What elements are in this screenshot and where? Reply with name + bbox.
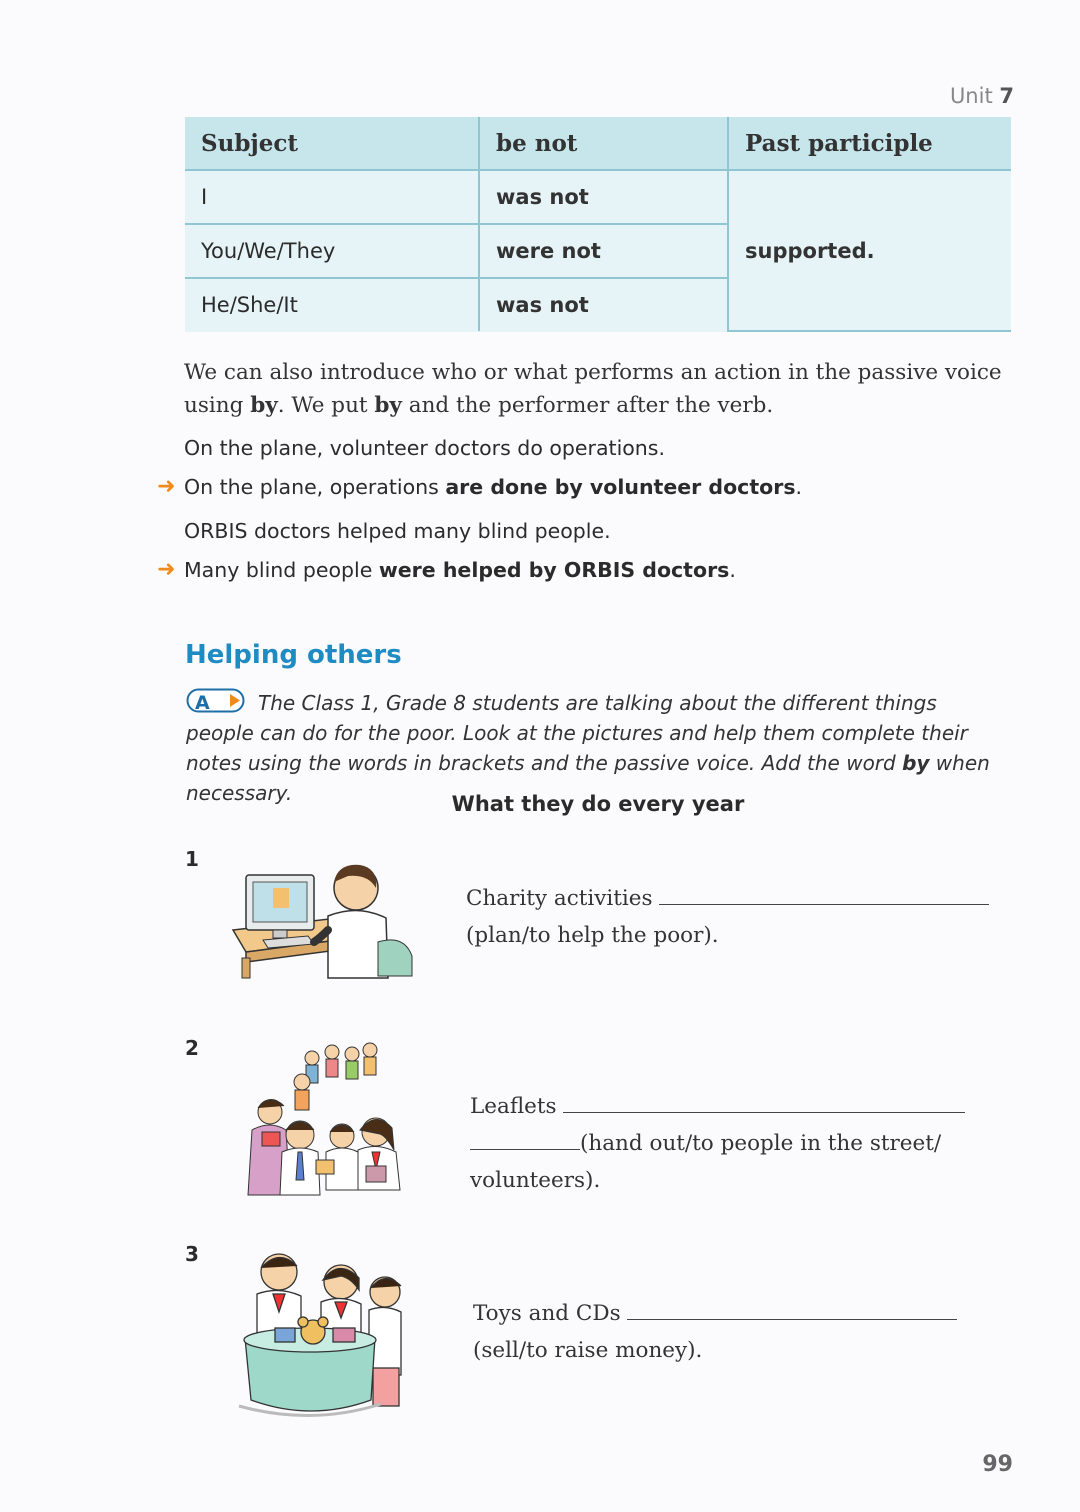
exercise-1-text: Charity activities (plan/to help the poor). — [466, 880, 989, 954]
crowd-leaflets-icon — [240, 1040, 415, 1209]
table-header-row — [185, 117, 1011, 170]
subheading: What they do every year — [451, 792, 745, 816]
answer-blank[interactable] — [627, 1299, 957, 1320]
header-past-participle: Past participle — [728, 117, 1011, 170]
computer-worker-icon — [228, 860, 418, 984]
unit-number: 7 — [999, 84, 1014, 108]
exercise-a-badge-icon: A — [186, 688, 246, 712]
exercise-number: 3 — [185, 1242, 199, 1266]
unit-label: Unit 7 — [949, 84, 1014, 108]
page-number: 99 — [982, 1452, 1013, 1477]
header-subject: Subject — [185, 117, 479, 170]
toy-stall-icon — [235, 1250, 415, 1424]
exercise-2-text: Leaflets (hand out/to people in the street/ volunteers). — [470, 1088, 965, 1199]
subject-cell: He/She/It — [185, 278, 479, 331]
example-passive-1: On the plane, operations are done by volunteer doctors. — [184, 475, 803, 499]
section-title: Helping others — [185, 640, 402, 670]
exercise-number: 2 — [185, 1036, 199, 1060]
past-participle-cell: supported. — [728, 170, 1011, 331]
example-active-1: On the plane, volunteer doctors do operations. — [184, 436, 665, 460]
example-active-2: ORBIS doctors helped many blind people. — [184, 519, 611, 543]
arrow-icon: ➜ — [157, 474, 176, 499]
arrow-icon: ➜ — [157, 557, 176, 582]
subject-cell: I — [185, 170, 479, 224]
header-be-not: be not — [479, 117, 728, 170]
be-not-cell: was not — [479, 170, 728, 224]
answer-blank[interactable] — [563, 1092, 965, 1113]
be-not-cell: were not — [479, 224, 728, 278]
subject-cell: You/We/They — [185, 224, 479, 278]
exercise-number: 1 — [185, 847, 199, 871]
exercise-instructions: A The Class 1, Grade 8 students are talking about the different things people can do for the poor. Look at the pictures and help them complete their notes using the words in brackets and the passive voice. Add the word by when necessary. — [186, 688, 996, 808]
table-row — [185, 170, 1011, 224]
answer-blank[interactable] — [470, 1129, 580, 1150]
example-passive-2: Many blind people were helped by ORBIS doctors. — [184, 558, 736, 582]
be-not-cell: was not — [479, 278, 728, 331]
grammar-table — [185, 117, 1011, 332]
exercise-3-text: Toys and CDs (sell/to raise money). — [473, 1295, 957, 1369]
answer-blank[interactable] — [659, 884, 989, 905]
explanation-paragraph: We can also introduce who or what performs an action in the passive voice using by. We put by and the performer after the verb. — [184, 360, 1002, 418]
